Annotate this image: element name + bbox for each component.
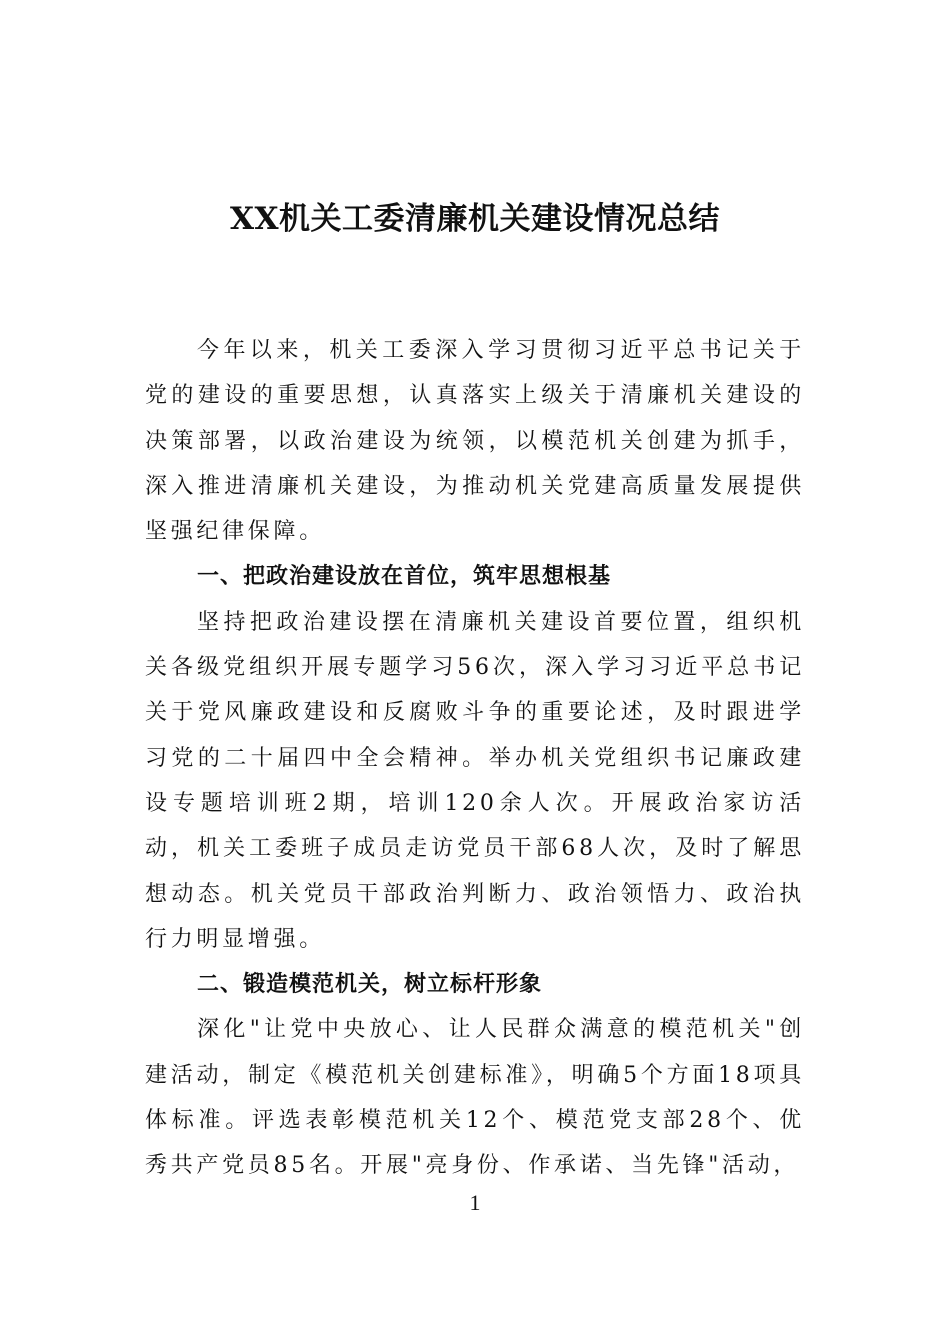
section-2-heading: 二、锻造模范机关，树立标杆形象 — [197, 972, 543, 998]
document-title: XX机关工委清廉机关建设情况总结 — [229, 201, 721, 237]
section-1-heading: 一、把政治建设放在首位，筑牢思想根基 — [197, 564, 612, 590]
intro-paragraph: 今年以来，机关工委深入学习贯彻习近平总书记关于党的建设的重要思想，认真落实上级关于清廉机关建设的决策部署，以政治建设为统领，以模范机关创建为抓手，深入推进清廉机关建设，为推动机关党建高质量发展提供坚强纪律保障。 — [145, 338, 805, 545]
document-body — [145, 328, 805, 1189]
section-1-paragraph: 坚持把政治建设摆在清廉机关建设首要位置，组织机关各级党组织开展专题学习56次，深入学习习近平总书记关于党风廉政建设和反腐败斗争的重要论述，及时跟进学习党的二十届四中全会精神。举办机关党组织书记廉政建设专题培训班2期，培训120余人次。开展政治家访活动，机关工委班子成员走访党员干部68人次，及时了解思想动态。机关党员干部政治判断力、政治领悟力、政治执行力明显增强。 — [145, 609, 805, 952]
page-number: 1 — [469, 1190, 481, 1215]
section-2-paragraph: 深化"让党中央放心、让人民群众满意的模范机关"创建活动，制定《模范机关创建标准》，明确5个方面18项具体标准。评选表彰模范机关12个、模范党支部28个、优秀共产党员85名。开展"亮身份、作承诺、当先锋"活动， — [145, 1017, 805, 1179]
